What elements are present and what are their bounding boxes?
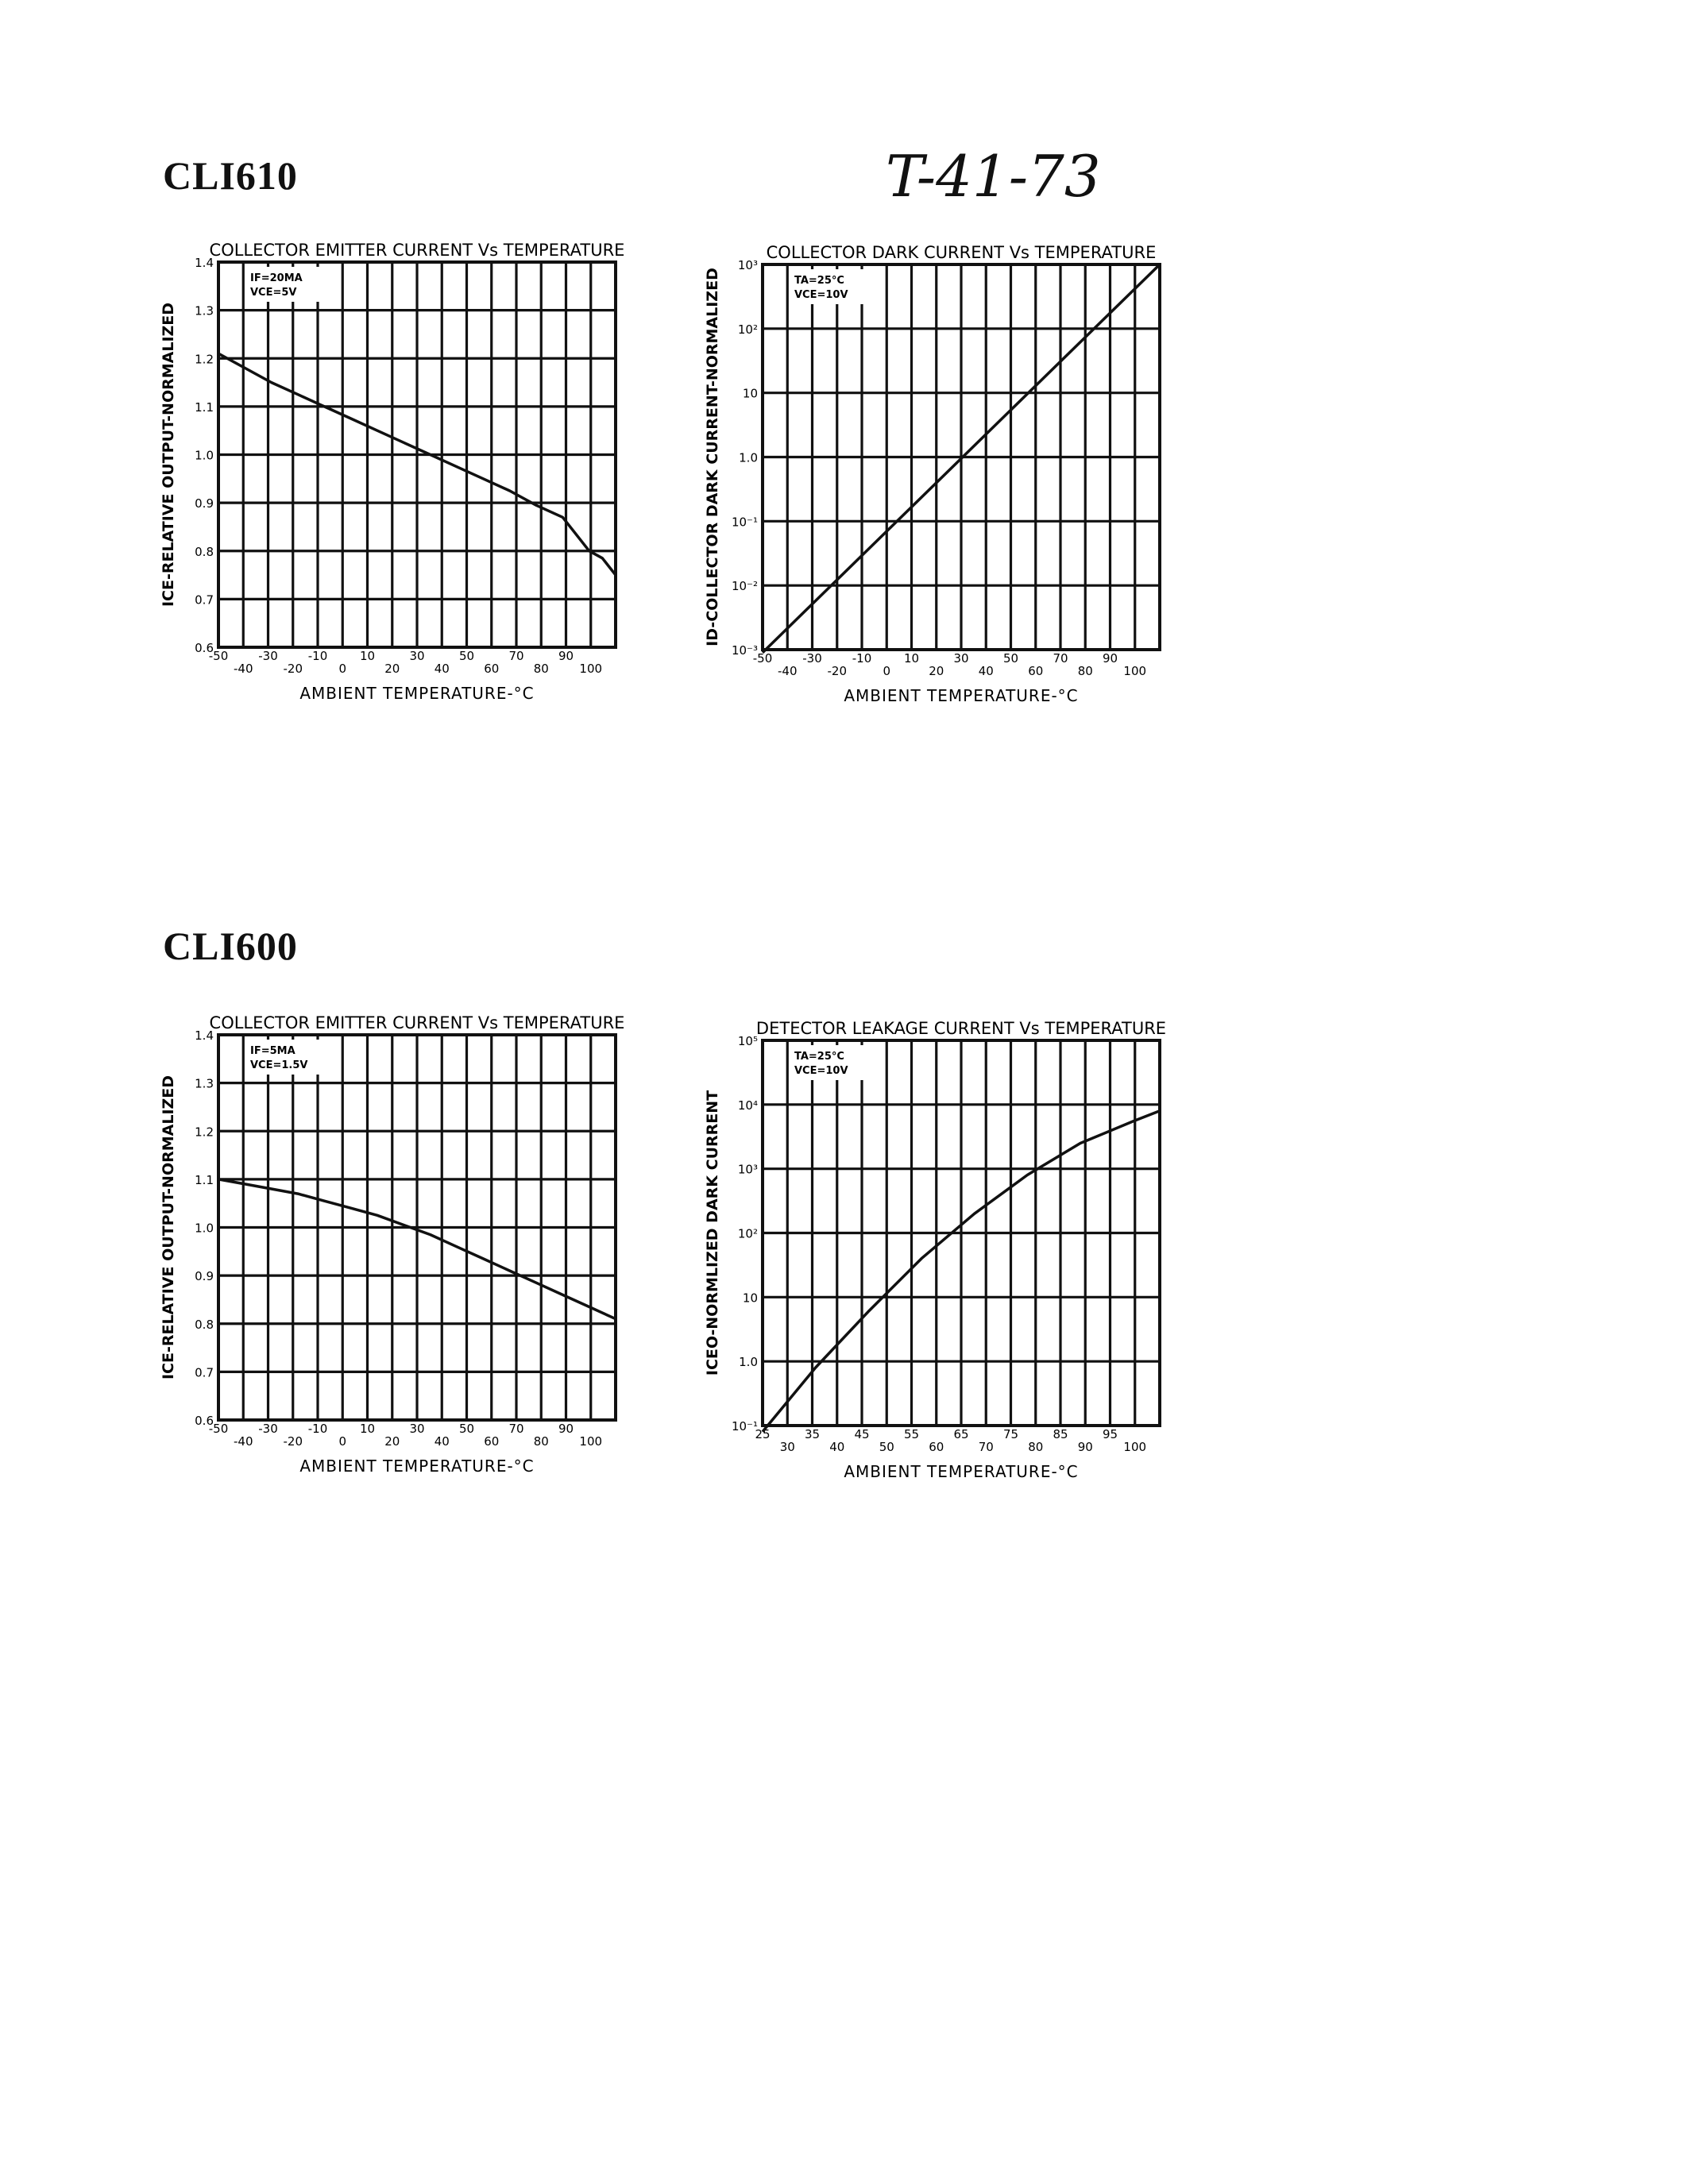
y-axis-label: ICE-RELATIVE OUTPUT-NORMALIZED [160,1075,177,1380]
x-tick-label: 0 [338,662,347,676]
x-tick-label: 10 [903,651,920,666]
x-tick-label: 45 [854,1427,870,1441]
chart-cli600-leakage-vs-temp [695,1013,1188,1505]
x-tick-label: -30 [802,651,822,666]
y-tick-label: 1.1 [195,1172,214,1187]
chart-cli610-dark-current-vs-temp [695,237,1188,729]
x-tick-label: -50 [208,649,229,663]
x-tick-label: 80 [1028,1440,1044,1454]
y-tick-label: 10⁴ [737,1098,758,1113]
y-axis-label: ICE-RELATIVE OUTPUT-NORMALIZED [160,302,177,608]
x-tick-label: 95 [1102,1427,1118,1441]
x-tick-label: 60 [484,1434,500,1449]
chart-title: COLLECTOR EMITTER CURRENT Vs TEMPERATURE [209,241,625,260]
x-tick-label: 20 [384,1434,400,1449]
x-axis-label: AMBIENT TEMPERATURE-°C [844,686,1079,705]
part-title-cli600: CLI600 [163,924,298,968]
y-tick-label: 0.9 [195,496,214,511]
x-tick-label: 90 [1102,651,1118,666]
x-tick-label: 30 [409,1422,425,1436]
test-condition: IF=5MA [250,1045,295,1057]
x-tick-label: 30 [409,649,425,663]
x-tick-label: -20 [283,662,303,676]
x-tick-label: 75 [1002,1427,1019,1441]
chart-title: COLLECTOR EMITTER CURRENT Vs TEMPERATURE [209,1013,625,1032]
x-tick-label: 70 [978,1440,994,1454]
y-tick-label: 0.6 [195,641,214,655]
x-tick-label: 60 [929,1440,944,1454]
x-tick-label: 90 [1077,1440,1093,1454]
x-tick-label: 40 [978,664,994,678]
x-axis-label: AMBIENT TEMPERATURE-°C [299,1457,535,1476]
x-tick-label: 40 [434,1434,450,1449]
y-tick-label: 1.0 [195,1221,214,1236]
y-tick-label: 1.3 [195,303,214,318]
y-tick-label: 1.4 [195,1028,214,1043]
y-tick-label: 10⁵ [737,1034,758,1048]
x-tick-label: 80 [533,1434,549,1449]
x-tick-label: -30 [258,1422,278,1436]
y-tick-label: 10⁻³ [731,643,758,658]
y-tick-label: 10³ [737,258,758,272]
y-axis-label: ID-COLLECTOR DARK CURRENT-NORMALIZED [704,268,721,646]
x-tick-label: 80 [1077,664,1093,678]
x-tick-label: 60 [484,662,500,676]
test-condition: TA=25°C [794,275,844,287]
x-tick-label: 50 [1002,651,1019,666]
x-tick-label: 35 [804,1427,821,1441]
x-tick-label: -50 [208,1422,229,1436]
x-tick-label: 0 [883,664,891,678]
test-condition: VCE=10V [794,1065,848,1077]
x-tick-label: -20 [283,1434,303,1449]
x-tick-label: -10 [852,651,872,666]
x-tick-label: 20 [384,662,400,676]
x-tick-label: 0 [338,1434,347,1449]
x-tick-label: -50 [752,651,773,666]
x-tick-label: 70 [508,649,524,663]
y-tick-label: 10³ [737,1162,758,1177]
y-tick-label: 1.3 [195,1076,214,1091]
x-tick-label: 100 [579,1434,603,1449]
x-tick-label: 30 [779,1440,795,1454]
x-tick-label: 100 [1123,1440,1147,1454]
chart-title: DETECTOR LEAKAGE CURRENT Vs TEMPERATURE [755,1019,1167,1038]
x-tick-label: 70 [508,1422,524,1436]
y-tick-label: 0.6 [195,1414,214,1428]
x-tick-label: 55 [903,1427,920,1441]
y-tick-label: 0.7 [195,592,214,608]
handwritten-note: T-41-73 [886,143,1101,210]
y-tick-label: 10 [742,1291,758,1306]
x-tick-label: 50 [879,1440,894,1454]
test-condition: TA=25°C [794,1051,844,1063]
x-tick-label: 50 [458,649,475,663]
x-tick-label: 85 [1053,1427,1068,1441]
y-tick-label: 1.0 [739,1355,758,1370]
x-tick-label: 70 [1053,651,1068,666]
y-tick-label: 10 [742,386,758,401]
x-tick-label: 90 [558,1422,574,1436]
x-tick-label: -40 [778,664,798,678]
x-tick-label: 60 [1028,664,1044,678]
part-title-cli610: CLI610 [163,153,298,198]
x-tick-label: 10 [359,649,376,663]
x-tick-label: -40 [234,662,253,676]
y-tick-label: 0.8 [195,544,214,559]
y-axis-label: ICEO-NORMLIZED DARK CURRENT [704,1090,721,1376]
test-condition: VCE=1.5V [250,1059,308,1071]
x-tick-label: 25 [755,1427,771,1441]
y-tick-label: 10⁻¹ [731,1419,758,1433]
y-tick-label: 0.9 [195,1269,214,1284]
x-tick-label: -30 [258,649,278,663]
y-tick-label: 10² [737,322,758,337]
x-tick-label: 100 [579,662,603,676]
x-tick-label: -40 [234,1434,253,1449]
y-tick-label: 0.8 [195,1317,214,1332]
x-tick-label: -20 [827,664,847,678]
chart-cli600-ice-vs-temp [151,1007,643,1499]
y-tick-label: 1.1 [195,399,214,415]
x-tick-label: -10 [307,1422,328,1436]
test-condition: IF=20MA [250,272,303,284]
x-axis-label: AMBIENT TEMPERATURE-°C [299,684,535,703]
y-tick-label: 1.2 [195,1125,214,1140]
x-tick-label: 30 [953,651,969,666]
y-tick-label: 1.0 [195,448,214,463]
test-condition: VCE=5V [250,287,297,299]
x-tick-label: 90 [558,649,574,663]
y-tick-label: 0.7 [195,1365,214,1380]
x-tick-label: 40 [434,662,450,676]
chart-cli610-ice-vs-temp [151,234,643,727]
y-tick-label: 10⁻¹ [731,515,758,530]
x-tick-label: 80 [533,662,549,676]
test-condition: VCE=10V [794,289,848,301]
y-tick-label: 1.0 [739,450,758,465]
y-tick-label: 10⁻² [731,579,758,594]
x-tick-label: 50 [458,1422,475,1436]
x-tick-label: 40 [829,1440,845,1454]
x-tick-label: -10 [307,649,328,663]
x-axis-label: AMBIENT TEMPERATURE-°C [844,1462,1079,1481]
chart-title: COLLECTOR DARK CURRENT Vs TEMPERATURE [766,243,1157,262]
x-tick-label: 65 [953,1427,969,1441]
y-tick-label: 1.2 [195,352,214,367]
y-tick-label: 10² [737,1226,758,1241]
x-tick-label: 20 [929,664,944,678]
y-tick-label: 1.4 [195,256,214,270]
x-tick-label: 100 [1123,664,1147,678]
x-tick-label: 10 [359,1422,376,1436]
